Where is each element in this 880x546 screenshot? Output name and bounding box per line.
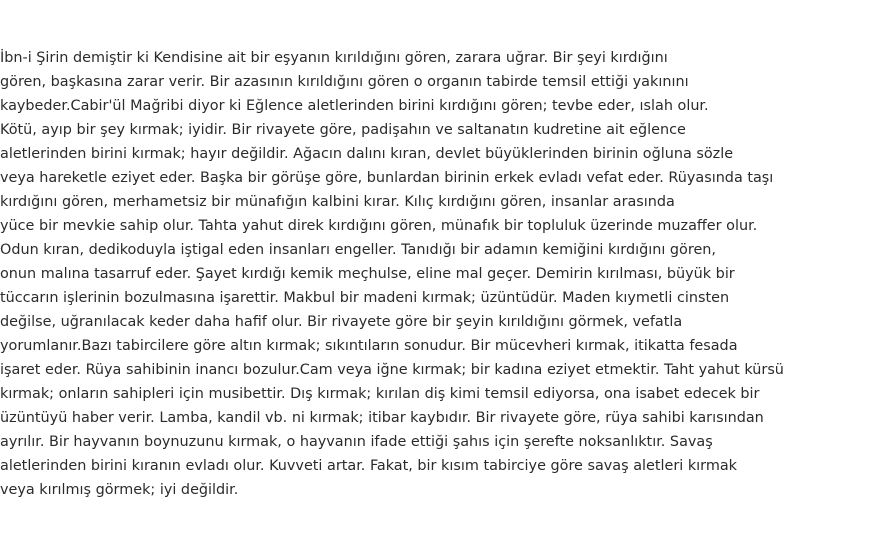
text-line: veya kırılmış görmek; iyi değildir.	[0, 482, 239, 498]
text-line: kırdığını gören, merhametsiz bir münafığın kalbini kırar. Kılıç kırdığını gören, insanlar arasında	[0, 194, 675, 210]
text-line: kaybeder.Cabir'ül Mağribi diyor ki Eğlence aletlerinden birini kırdığını gören; tevbe eder, ıslah olur.	[0, 98, 709, 114]
text-line: Odun kıran, dedikoduyla iştigal eden insanları engeller. Tanıdığı bir adamın kemiğini kırdığını gören,	[0, 242, 716, 258]
text-line: üzüntüyü haber verir. Lamba, kandil vb. ni kırmak; itibar kaybıdır. Bir rivayete göre, rüya sahibi karısından	[0, 410, 764, 426]
text-line: kırmak; onların sahipleri için musibettir. Dış kırmak; kırılan diş kimi temsil ediyorsa, ona isabet edecek bir	[0, 386, 760, 402]
text-line: aletlerinden birini kıranın evladı olur. Kuvveti artar. Fakat, bir kısım tabirciye göre savaş aletleri kırmak	[0, 458, 738, 474]
text-line: işaret eder. Rüya sahibinin inancı bozulur.Cam veya iğne kırmak; bir kadına eziyet etmektir. Taht yahut kürsü	[0, 362, 784, 378]
text-line: yorumlanır.Bazı tabircilere göre altın kırmak; sıkıntıların sonudur. Bir mücevheri kırmak, itikatta fesada	[0, 338, 738, 354]
text-line: Kötü, ayıp bir şey kırmak; iyidir. Bir rivayete göre, padişahın ve saltanatın kudretine ait eğlence	[0, 122, 686, 138]
text-line: ayrılır. Bir hayvanın boynuzunu kırmak, o hayvanın ifade ettiği şahıs için şerefte noksanlıktır. Savaş	[0, 434, 713, 450]
text-line: değilse, uğranılacak keder daha hafif olur. Bir rivayete göre bir şeyin kırıldığını görmek, vefatla	[0, 314, 683, 330]
text-line: aletlerinden birini kırmak; hayır değildir. Ağacın dalını kıran, devlet büyüklerinden birinin oğluna sözle	[0, 146, 734, 162]
text-line: yüce bir mevkie sahip olur. Tahta yahut direk kırdığını gören, münafık bir topluluk üzerinde muzaffer olur.	[0, 218, 758, 234]
text-line: İbn-i Şirin demiştir ki Kendisine ait bir eşyanın kırıldığını gören, zarara uğrar. Bir şeyi kırdığını	[0, 50, 668, 66]
text-line: veya hareketle eziyet eder. Başka bir görüşe göre, bunlardan birinin erkek evladı vefat eder. Rüyasında taşı	[0, 170, 774, 186]
text-line: gören, başkasına zarar verir. Bir azasının kırıldığını gören o organın tabirde temsil ettiği yakınını	[0, 74, 689, 90]
article-text	[0, 46, 880, 502]
text-line: tüccarın işlerinin bozulmasına işarettir. Makbul bir madeni kırmak; üzüntüdür. Maden kıymetli cinsten	[0, 290, 730, 306]
text-line: onun malına tasarruf eder. Şayet kırdığı kemik meçhulse, eline mal geçer. Demirin kırılması, büyük bir	[0, 266, 735, 282]
